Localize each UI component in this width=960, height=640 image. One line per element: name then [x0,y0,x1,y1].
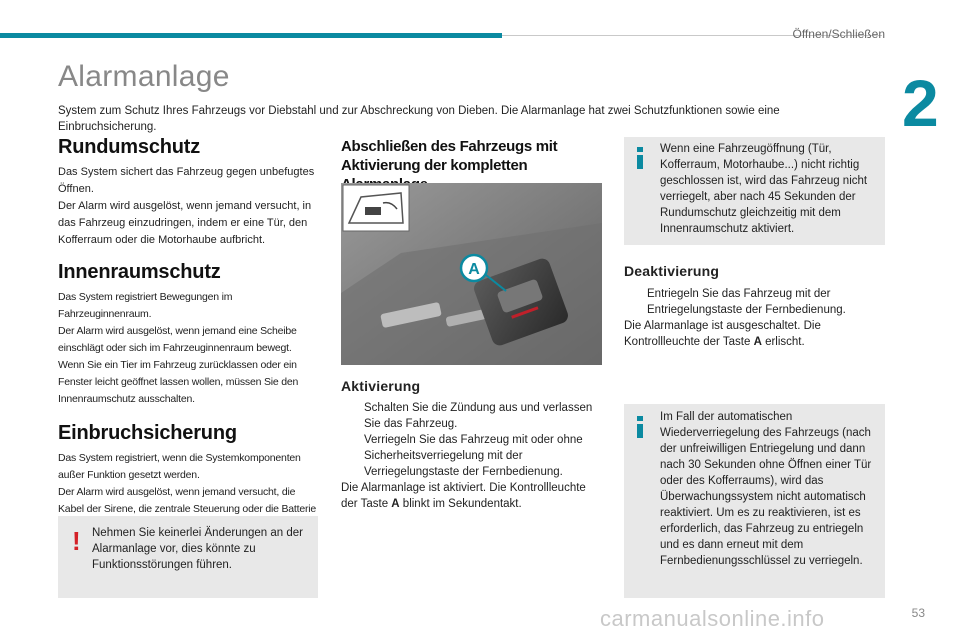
info-box-open-doors [624,137,885,245]
deaktivierung-result-key: A [753,336,762,348]
page-number: 53 [911,606,925,620]
column-left [58,136,320,535]
aktivierung-result-key: A [391,498,400,510]
list-item [341,432,603,480]
heading-deaktivierung: Deaktivierung [624,263,720,279]
chapter-title: Öffnen/Schließen [792,27,885,41]
warning-text: Nehmen Sie keinerlei Änderungen an der Alarmanlage vor, dies könnte zu Funktionsstörungen führen. [92,527,303,571]
list-item-text: Verriegeln Sie das Fahrzeug mit oder ohne Sicherheitsverriegelung mit der Verriegelungstaste der Fernbedienung. [364,434,583,478]
info-box-auto-relock [624,404,885,598]
heading-abschliessen-line1: Abschließen des Fahrzeugs mit [341,138,558,155]
warning-box [58,516,318,598]
list-item-text: Entriegeln Sie das Fahrzeug mit der Entriegelungstaste der Fernbedienung. [647,288,846,316]
heading-innenraumschutz: Innenraumschutz [58,261,221,283]
rundumschutz-p2: Der Alarm wird ausgelöst, wenn jemand versucht, in das Fahrzeug einzudringen, indem er eine Tür, den Kofferraum oder die Motorhaube aufbricht. [58,200,312,246]
innenraumschutz-p1: Das System registriert Bewegungen im Fahrzeuginnenraum. [58,291,233,320]
intro-text: System zum Schutz Ihres Fahrzeugs vor Diebstahl und zur Abschreckung von Dieben. Die Alarmanlage hat zwei Schutzfunktionen sowie eine Einbruchsicherung. [58,105,780,133]
innenraumschutz-p2: Der Alarm wird ausgelöst, wenn jemand eine Scheibe einschlägt oder sich im Fahrzeuginnenraum bewegt. [58,325,297,354]
innenraumschutz-p3: Wenn Sie ein Tier im Fahrzeug zurücklassen oder ein Fenster leicht geöffnet lassen wollen, müssen Sie den Innenraumschutz ausschalten. [58,359,299,405]
heading-aktivierung: Aktivierung [341,378,421,394]
list-item [341,400,603,432]
info-icon [637,147,643,169]
einbruchsicherung-p1: Das System registriert, wenn die Systemkomponenten außer Funktion gesetzt werden. [58,452,301,481]
aktivierung-result-prefix: Die Alarmanlage ist aktiviert. Die Kontrollleuchte der Taste [341,482,586,510]
remote-key-illustration [341,183,602,365]
einbruchsicherung-p2: Der Alarm wird ausgelöst, wenn jemand versucht, die Kabel der Sirene, die zentrale Steuerung oder die Batterie [58,486,317,515]
marker-a-label: A [468,261,480,278]
deaktivierung-result-suffix: erlischt. [761,336,805,348]
rundumschutz-p1: Das System sichert das Fahrzeug gegen unbefugtes Öffnen. [58,166,315,195]
aktivierung-result-suffix: blinkt im Sekundentakt. [399,498,522,510]
deaktivierung-result [624,318,886,350]
exclamation-icon: ! [72,526,81,556]
aktivierung-list [341,400,603,512]
list-item [624,286,886,318]
remote-key-photo [341,183,602,365]
info-text: Wenn eine Fahrzeugöffnung (Tür, Kofferraum, Motorhaube...) nicht richtig geschlossen ist, wird das Fahrzeug nicht verriegelt, aber nach 45 Sekunden der Rundumschutz gleichzeitig mit dem Innenraumschutz aktiviert. [660,143,868,235]
list-item-text: Schalten Sie die Zündung aus und verlassen Sie das Fahrzeug. [364,402,593,430]
info-text: Im Fall der automatischen Wiederverriegelung des Fahrzeugs (nach der unfreiwilligen Entriegelung und dann nach 30 Sekunden ohne Öffnen einer Tür oder des Kofferraums), wird das Überwachungssystem nicht automatisch reaktiviert. Um es zu reaktivieren, ist es erforderlich, das Fahrzeug zu entriegeln und es dann erneut mit dem Fernbedienungsschlüssel zu verriegeln. [660,411,872,567]
info-icon [637,416,643,438]
chapter-number: 2 [902,66,939,140]
header-accent-bar [0,33,502,38]
heading-einbruchsicherung: Einbruchsicherung [58,422,237,444]
page-title: Alarmanlage [58,60,230,93]
deaktivierung-list [624,286,886,350]
heading-rundumschutz: Rundumschutz [58,136,201,158]
deaktivierung-result-prefix: Die Alarmanlage ist ausgeschaltet. Die Kontrollleuchte der Taste [624,320,821,348]
watermark: carmanualsonline.info [600,606,825,631]
aktivierung-result [341,480,603,512]
heading-abschliessen-line2: Aktivierung der kompletten [341,157,528,174]
